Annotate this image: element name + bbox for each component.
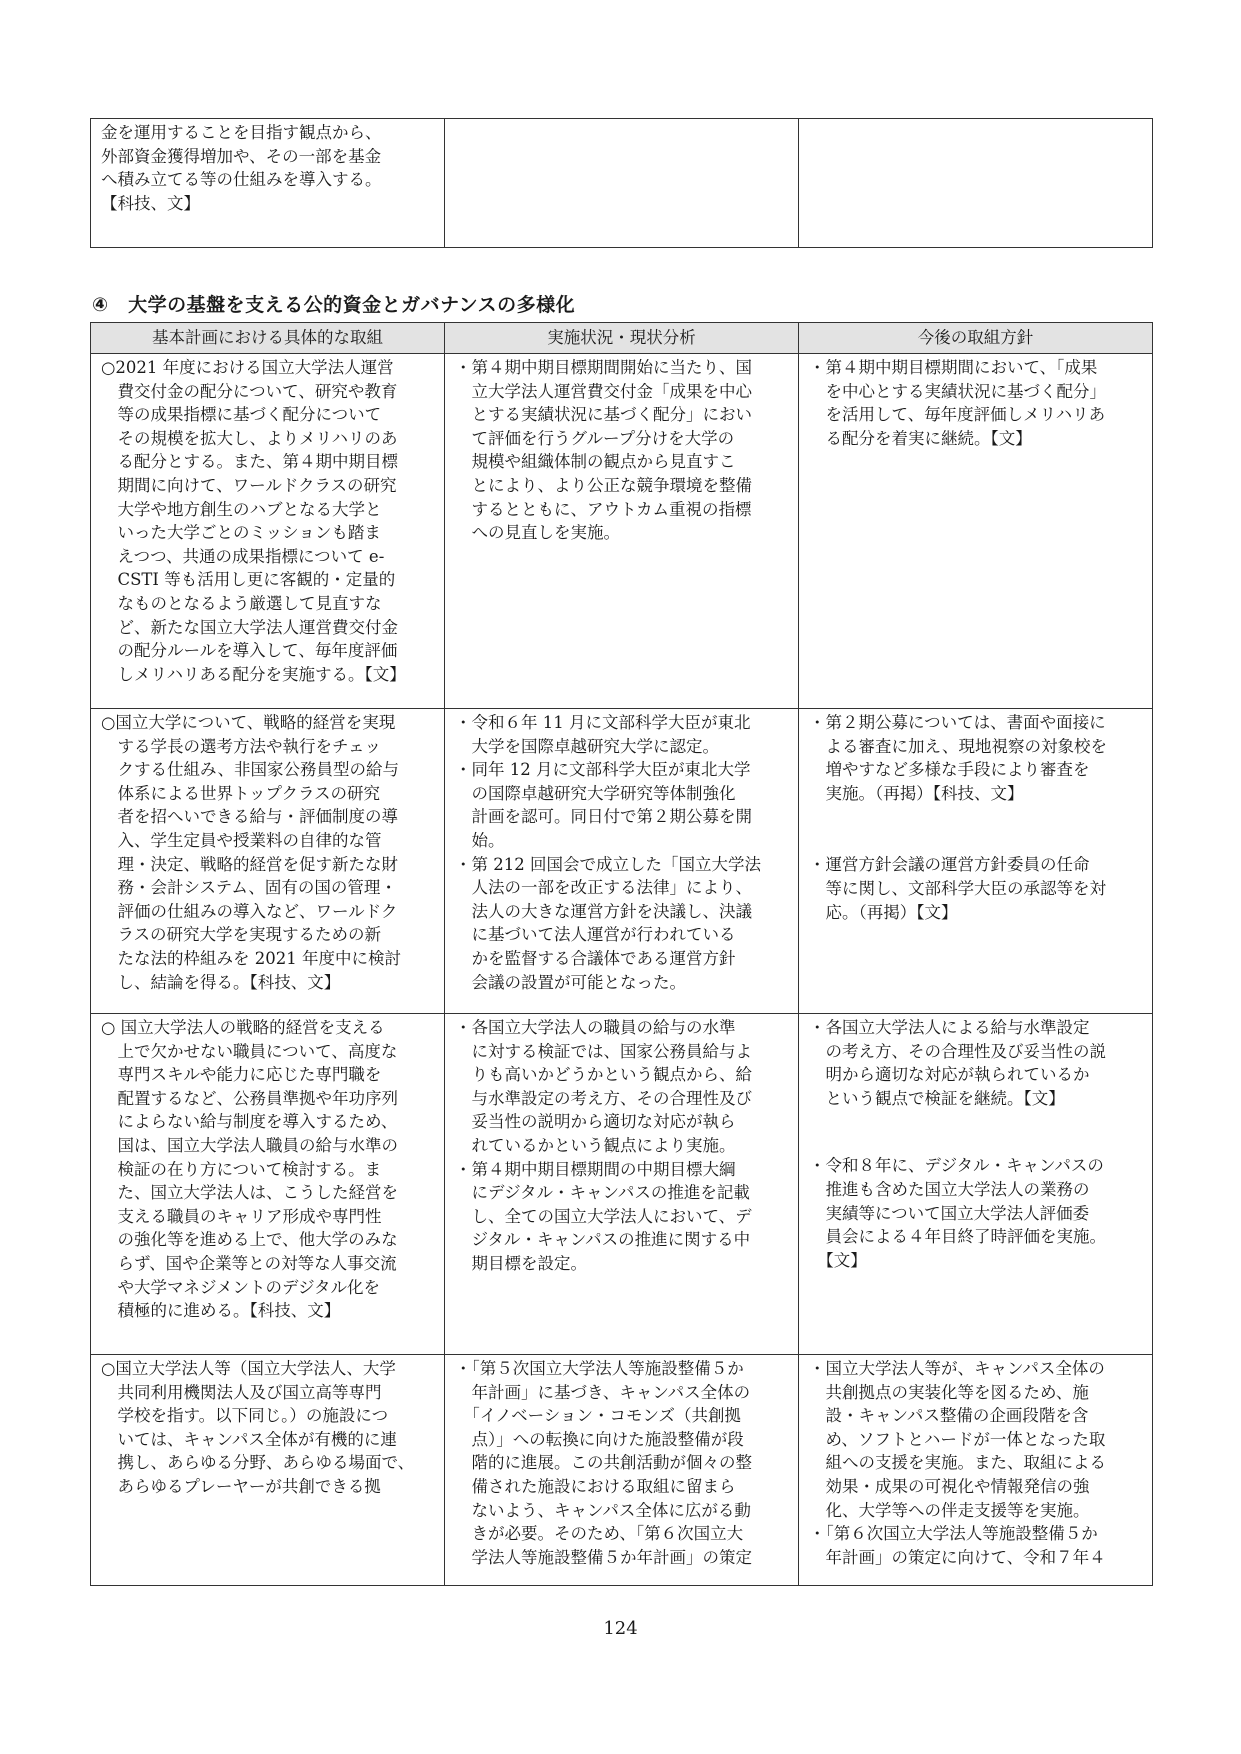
policy-list xyxy=(809,356,1144,450)
table-row xyxy=(91,709,1153,1014)
header-row xyxy=(91,323,1153,354)
column-header-status: 実施状況・現状分析 xyxy=(445,323,799,354)
column-header-plan: 基本計画における具体的な取組 xyxy=(91,323,445,354)
list-item: ・運営方針会議の運営方針委員の任命 等に関し、文部科学大臣の承認等を対 応。（再掲）【文】 xyxy=(809,855,1106,922)
policy-list xyxy=(809,711,1144,924)
status-list xyxy=(455,356,790,545)
table-row xyxy=(91,119,1153,248)
list-item: ・第 212 回国会で成立した「国立大学法 人法の一部を改正する法律」により、 法人の大きな運営方針を決議し、決議 に基づいて法人運営が行われている かを監督する合議体である運営方針 会議の設置が可能となった。 xyxy=(455,854,761,992)
policy-cell xyxy=(799,1355,1153,1586)
plan-cell: ○国立大学法人等（国立大学法人、大学 共同利用機関法人及び国立高等専門 学校を指す。以下同じ。）の施設につ いては、キャンパス全体が有機的に連 携し、あらゆる分野、あらゆる場面で、 あらゆるプレーヤーが共創できる拠 xyxy=(91,1355,445,1586)
list-item: ・各国立大学法人による給与水準設定 の考え方、その合理性及び妥当性の説 明から適切な対応が執られているか という観点で検証を継続。【文】 xyxy=(809,1018,1106,1108)
list-item: ・国立大学法人等が、キャンパス全体の 共創拠点の実装化等を図るため、施 設・キャンパス整備の企画段階を含 め、ソフトとハードが一体となった取 組への支援を実施。また、取組による 効果・成果の可視化や情報発信の強 化、大学等への伴走支援等を実施。 xyxy=(809,1359,1106,1520)
status-cell xyxy=(445,1355,799,1586)
policy-list xyxy=(809,1016,1144,1272)
status-list xyxy=(455,1357,790,1569)
policy-cell xyxy=(799,119,1153,248)
policy-cell xyxy=(799,709,1153,1014)
table-row xyxy=(91,354,1153,709)
list-item: ・第２期公募については、書面や面接に よる審査に加え、現地視察の対象校を 増やすなど多様な手段により審査を 実施。（再掲）【科技、文】 xyxy=(809,713,1107,803)
list-item: ・同年 12 月に文部科学大臣が東北大学 の国際卓越研究大学研究等体制強化 計画を認可。同日付で第２期公募を開 始。 xyxy=(455,760,752,850)
table-row xyxy=(91,1355,1153,1586)
status-list xyxy=(455,1016,790,1276)
status-cell xyxy=(445,119,799,248)
table-row xyxy=(91,1014,1153,1355)
column-header-policy: 今後の取組方針 xyxy=(799,323,1153,354)
list-item: ・第４期中期目標期間開始に当たり、国 立大学法人運営費交付金「成果を中心 とする実績状況に基づく配分」におい て評価を行うグループ分けを大学の 規模や組織体制の観点から見直すこ とにより、より公正な競争環境を整備 するとともに、アウトカム重視の指標 への見直しを実施。 xyxy=(455,358,752,543)
status-list xyxy=(455,711,790,994)
policy-cell xyxy=(799,354,1153,709)
plan-cell: ○ 国立大学法人の戦略的経営を支える 上で欠かせない職員について、高度な 専門スキルや能力に応じた専門職を 配置するなど、公務員準拠や年功序列 によらない給与制度を導入するため、 国は、国立大学法人職員の給与水準の 検証の在り方について検討する。ま た、国立大学法人は、こうした経営を 支える職員のキャリア形成や専門性 の強化等を進める上で、他大学のみな らず、国や企業等との対等な人事交流 や大学マネジメントのデジタル化を 積極的に進める。【科技、文】 xyxy=(91,1014,445,1355)
list-item: ・第４期中期目標期間の中期目標大綱 にデジタル・キャンパスの推進を記載 し、全ての国立大学法人において、デ ジタル・キャンパスの推進に関する中 期目標を設定。 xyxy=(455,1159,752,1273)
continued-table xyxy=(90,118,1153,248)
policy-cell xyxy=(799,1014,1153,1355)
list-item: ・令和６年 11 月に文部科学大臣が東北 大学を国際卓越研究大学に認定。 xyxy=(455,713,751,756)
list-item: ・「第６次国立大学法人等施設整備５か 年計画」の策定に向けて、令和７年４ xyxy=(809,1524,1106,1567)
plan-cell: 金を運用することを目指す観点から、 外部資金獲得増加や、その一部を基金 へ積み立てる等の仕組みを導入する。 【科技、文】 xyxy=(91,119,445,248)
main-table xyxy=(90,322,1153,1586)
plan-cell: ○国立大学について、戦略的経営を実現 する学長の選考方法や執行をチェッ クする仕組み、非国家公務員型の給与 体系による世界トップクラスの研究 者を招へいできる給与・評価制度の導 入、学生定員や授業料の自律的な管 理・決定、戦略的経営を促す新たな財 務・会計システム、固有の国の管理・ 評価の仕組みの導入など、ワールドク ラスの研究大学を実現するための新 たな法的枠組みを 2021 年度中に検討 し、結論を得る。【科技、文】 xyxy=(91,709,445,1014)
policy-list xyxy=(809,1357,1144,1569)
list-item: ・各国立大学法人の職員の給与の水準 に対する検証では、国家公務員給与よ りも高いかどうかという観点から、給 与水準設定の考え方、その合理性及び 妥当性の説明から適切な対応が執ら れているかという観点により実施。 xyxy=(455,1018,752,1155)
status-cell xyxy=(445,709,799,1014)
section-heading: ④ 大学の基盤を支える公的資金とガバナンスの多様化 xyxy=(92,294,576,316)
list-item: ・「第５次国立大学法人等施設整備５か 年計画」に基づき、キャンパス全体の 「イノベーション・コモンズ（共創拠 点）」への転換に向けた施設整備が段 階的に進展。この共創活動が個々の整 備された施設における取組に留まら ないよう、キャンパス全体に広がる動 きが必要。そのため、「第６次国立大 学法人等施設整備５か年計画」の策定 xyxy=(455,1359,752,1567)
plan-cell: ○2021 年度における国立大学法人運営 費交付金の配分について、研究や教育 等の成果指標に基づく配分について その規模を拡大し、よりメリハリのあ る配分とする。また、第４期中期目標 期間に向けて、ワールドクラスの研究 大学や地方創生のハブとなる大学と いった大学ごとのミッションも踏ま えつつ、共通の成果指標について e- CSTI 等も活用し更に客観的・定量的 なものとなるよう厳選して見直すな ど、新たな国立大学法人運営費交付金 の配分ルールを導入して、毎年度評価 しメリハリある配分を実施する。【文】 xyxy=(91,354,445,709)
page-number: 124 xyxy=(603,1618,638,1639)
list-item: ・令和８年に、デジタル・キャンパスの 推進も含めた国立大学法人の業務の 実績等について国立大学法人評価委 員会による４年目終了時評価を実施。 【文】 xyxy=(809,1156,1106,1270)
status-cell xyxy=(445,1014,799,1355)
status-cell xyxy=(445,354,799,709)
list-item: ・第４期中期目標期間において、「成果 を中心とする実績状況に基づく配分」 を活用して、毎年度評価しメリハリあ る配分を着実に継続。【文】 xyxy=(809,358,1106,448)
